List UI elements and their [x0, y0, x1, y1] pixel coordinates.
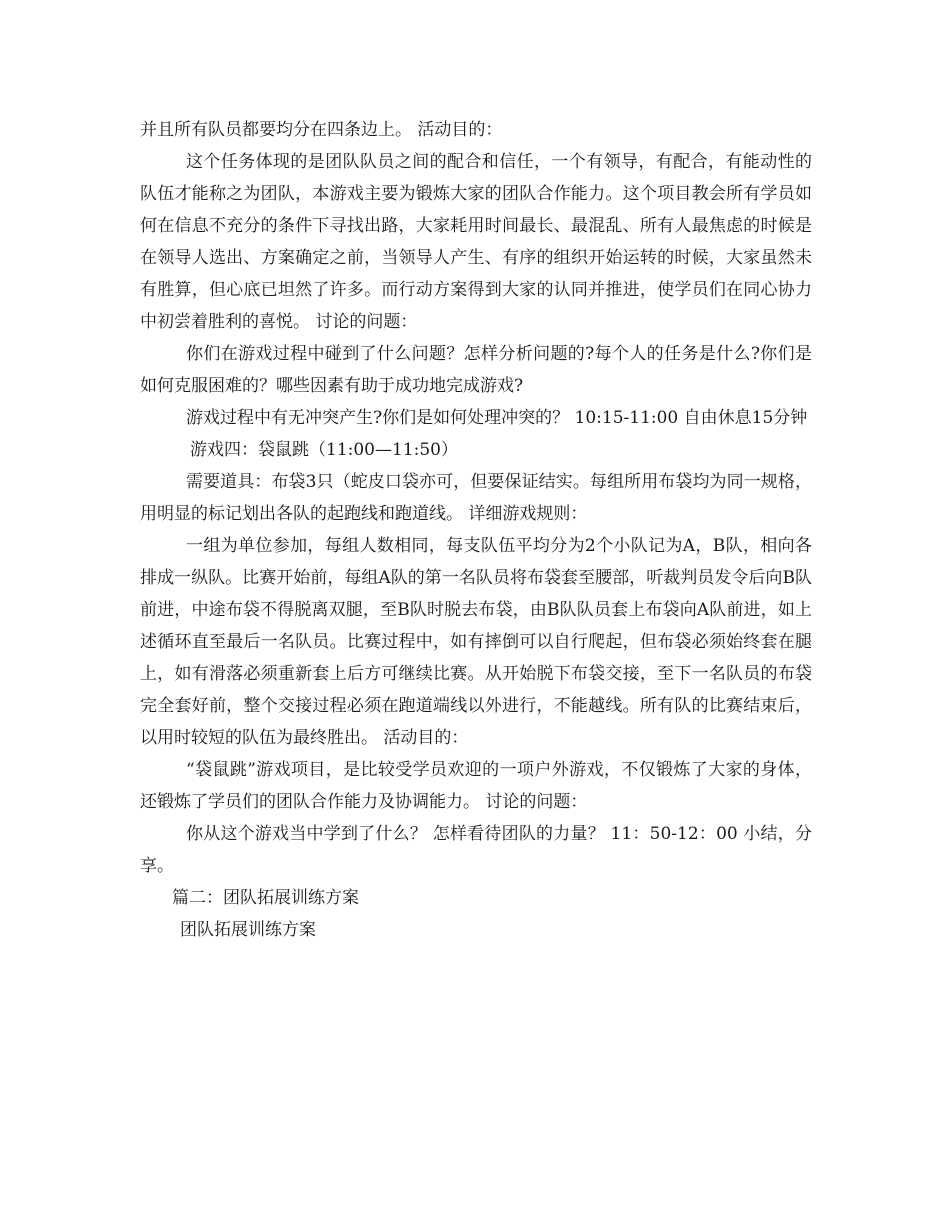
document-title: 团队拓展训练方案 — [180, 920, 316, 940]
paragraph-3: 你们在游戏过程中碰到了什么问题？怎样分析问题的?每个人的任务是什么?你们是如何克服困难的？哪些因素有助于成功地完成游戏? — [140, 344, 812, 396]
section-heading-game-four: 游戏四：袋鼠跳（11:00—11:50） — [190, 440, 458, 460]
document-body — [140, 114, 812, 946]
paragraph-1: 并且所有队员都要均分在四条边上。 活动目的： — [140, 120, 503, 140]
paragraph-2: 这个任务体现的是团队队员之间的配合和信任，一个有领导，有配合，有能动性的队伍才能称之为团队，本游戏主要为锻炼大家的团队合作能力。这个项目教会所有学员如何在信息不充分的条件下寻找出路，大家耗用时间最长、最混乱、所有人最焦虑的时候是在领导人选出、方案确定之前，当领导人产生、有序的组织开始运转的时候，大家虽然未有胜算，但心底已坦然了许多。而行动方案得到大家的认同并推进，使学员们在同心协力中初尝着胜利的喜悦。 讨论的问题： — [140, 152, 812, 332]
paragraph-purpose: “袋鼠跳”游戏项目，是比较受学员欢迎的一项户外游戏，不仅锻炼了大家的身体，还锻炼了学员们的团队合作能力及协调能力。 讨论的问题： — [140, 760, 812, 812]
paragraph-discussion: 你从这个游戏当中学到了什么？ 怎样看待团队的力量？ 11：50-12：00 小结，分享。 — [140, 824, 812, 876]
chapter-heading: 篇二：团队拓展训练方案 — [172, 888, 359, 908]
paragraph-rules: 一组为单位参加，每组人数相同，每支队伍平均分为2个小队记为A，B队，相向各排成一纵队。比赛开始前，每组A队的第一名队员将布袋套至腰部，听裁判员发令后向B队前进，中途布袋不得脱离双腿，至B队时脱去布袋，由B队队员套上布袋向A队前进，如上述循环直至最后一名队员。比赛过程中，如有摔倒可以自行爬起，但布袋必须始终套在腿上，如有滑落必须重新套上后方可继续比赛。从开始脱下布袋交接，至下一名队员的布袋完全套好前，整个交接过程必须在跑道端线以外进行，不能越线。所有队的比赛结束后，以用时较短的队伍为最终胜出。 活动目的： — [140, 536, 812, 748]
paragraph-props: 需要道具：布袋3只（蛇皮口袋亦可，但要保证结实。每组所用布袋均为同一规格，用明显的标记划出各队的起跑线和跑道线。 详细游戏规则： — [140, 472, 812, 524]
paragraph-4: 游戏过程中有无冲突产生?你们是如何处理冲突的？ 10:15-11:00 自由休息15分钟 — [186, 408, 808, 428]
